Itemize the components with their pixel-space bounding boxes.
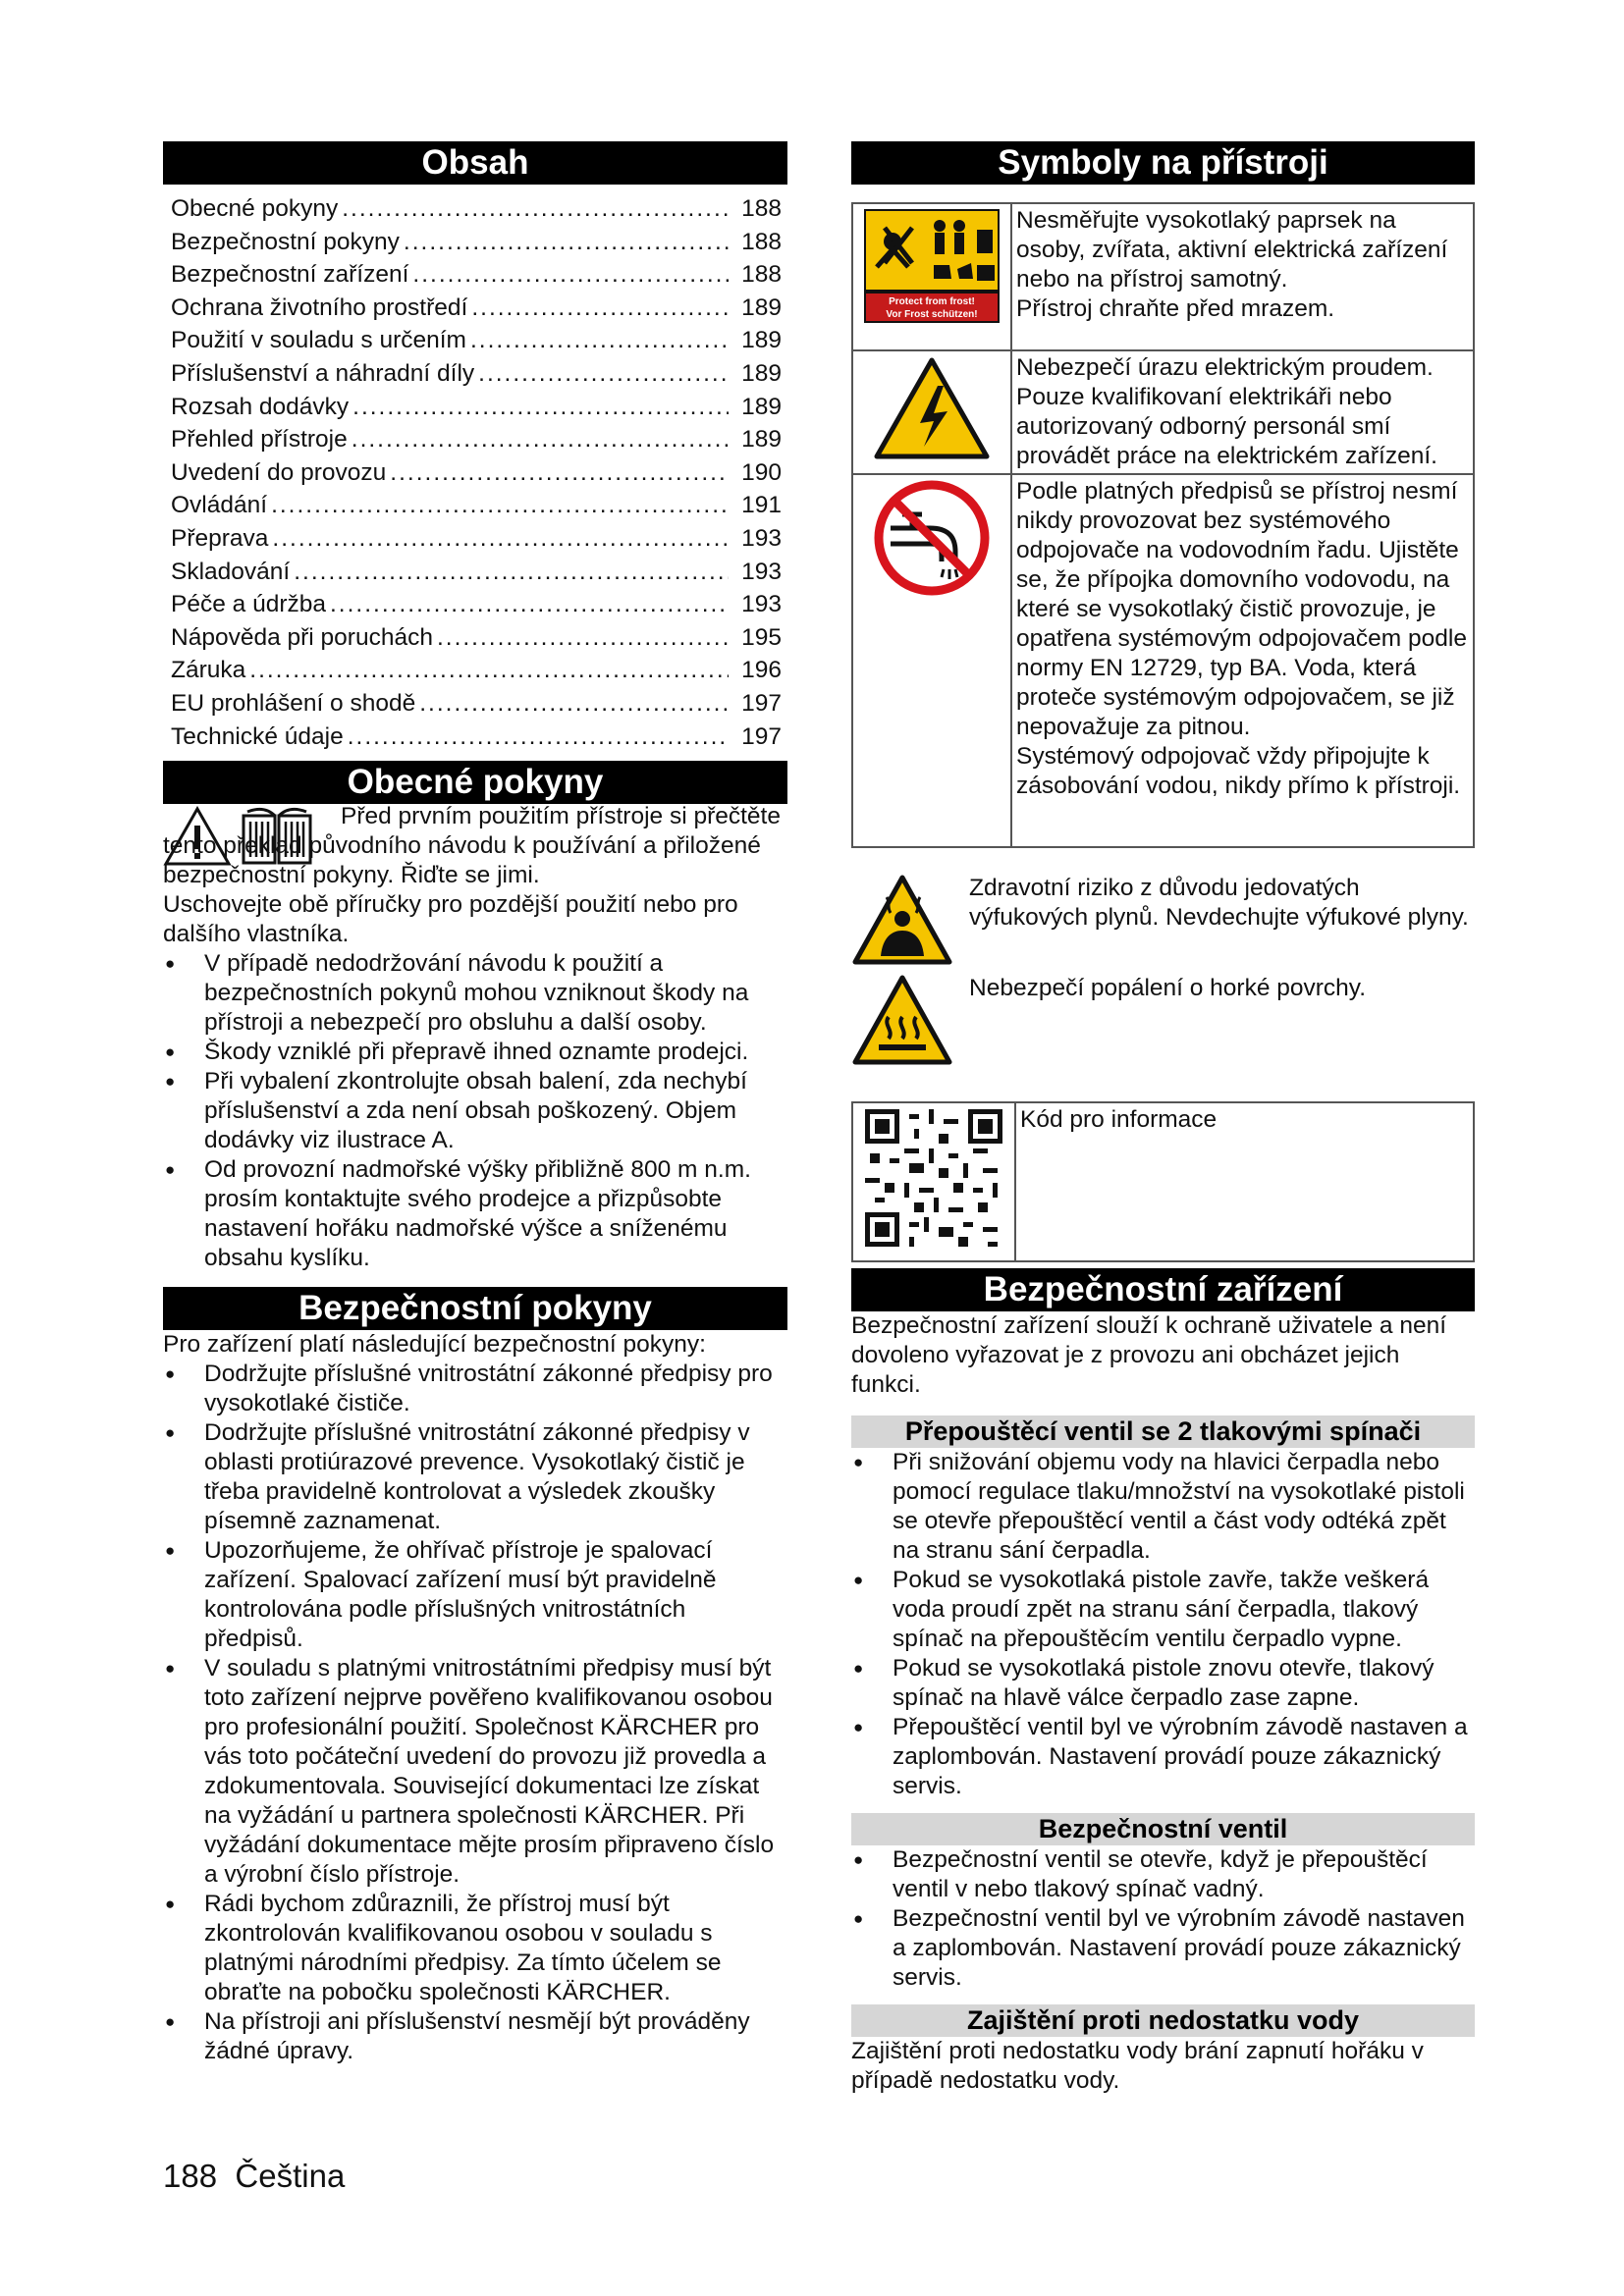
symbol-row-separator: [852, 474, 1474, 847]
list-item: ● Pokud se vysokotlaká pistole znovu otevře, tlakový spínač na hlavě válce čerpadlo zase zapne.: [851, 1654, 1475, 1713]
toc-item[interactable]: [163, 654, 787, 687]
toc-item-title: Ovládání: [171, 492, 268, 519]
toc-item[interactable]: [163, 292, 787, 325]
list-item: ● Škody vzniklé při přepravě ihned oznamte prodejci.: [163, 1038, 787, 1067]
symbol-electric-text: Nebezpečí úrazu elektrickým proudem. Pouze kvalifikovaní elektrikáři nebo autorizovaný odborný personál smí provádět práce na elektrickém zařízení.: [1016, 354, 1437, 469]
general-notes-list: [163, 949, 787, 1273]
qr-text-cell: [1015, 1102, 1474, 1261]
list-item: ● Dodržujte příslušné vnitrostátní zákonné předpisy pro vysokotlaké čističe.: [163, 1360, 787, 1418]
toc-leader: [271, 489, 729, 522]
toc-item-page: 197: [741, 689, 782, 717]
toc-leader: [471, 292, 729, 325]
toc-item-title: Bezpečnostní pokyny: [171, 228, 400, 255]
toc-leader: [478, 357, 729, 391]
toc-item[interactable]: [163, 621, 787, 655]
toc-heading: Obsah: [163, 141, 787, 185]
qr-text: Kód pro informace: [1020, 1106, 1218, 1133]
toc-leader: [272, 522, 729, 556]
toc-item-page: 193: [741, 524, 782, 552]
toc-item-page: 190: [741, 458, 782, 486]
list-item: ● Přepouštěcí ventil byl ve výrobním závodě nastaven a zaplombován. Nastavení provádí pouze zákaznický servis.: [851, 1713, 1475, 1801]
bypass-valve-heading: Přepouštěcí ventil se 2 tlakovými spínači: [851, 1415, 1475, 1448]
toc-item-page: 188: [741, 228, 782, 255]
toc-item[interactable]: [163, 721, 787, 754]
toc-item-page: 189: [741, 359, 782, 387]
no-direct-water-connection-icon: [873, 479, 991, 597]
qr-icon-cell: [852, 1102, 1015, 1261]
toc-item-page: 193: [741, 591, 782, 618]
toc-item-page: 189: [741, 393, 782, 420]
toc-item-title: Přeprava: [171, 524, 269, 552]
list-item: ● Dodržujte příslušné vnitrostátní zákonné předpisy v oblasti protiúrazové prevence. Vysokotlaký čistič je třeba pravidelně kontrolovat a výsledek zkoušky písemně zaznamenat.: [163, 1418, 787, 1536]
exhaust-warning: [851, 874, 1475, 974]
toc-leader: [404, 226, 729, 259]
list-item: ● V případě nedodržování návodu k použití a bezpečnostních pokynů mohou vzniknout škody na přístroji a nebezpečí pro obsluhu a další osoby.: [163, 949, 787, 1038]
toc-item-title: Nápověda při poruchách: [171, 623, 433, 651]
list-item: ● Pokud se vysokotlaká pistole zavře, takže veškerá voda proudí zpět na stranu sání čerpadla, tlakový spínač na přepouštěcím ventilu čerpadlo vypne.: [851, 1566, 1475, 1654]
symbol-frost-text: Přístroj chraňte před mrazem.: [1016, 295, 1335, 322]
toc-leader: [294, 556, 729, 589]
toc-leader: [419, 687, 729, 721]
sticker-text-en: Protect from frost!: [889, 296, 975, 307]
toc-item-title: Obecné pokyny: [171, 195, 339, 222]
toc-item-title: Záruka: [171, 657, 246, 684]
symbols-heading: Symboly na přístroji: [851, 141, 1475, 185]
page-footer: [163, 2157, 345, 2196]
symbol-separator-text: Podle platných předpisů se přístroj nesmí nikdy provozovat bez systémového odpojovače na vodovodním řadu. Ujistěte se, že přípojka domovního vodovodu, na které se vysokotlaký čistič provozuje, je opatřena systémovým odpojovačem podle normy EN 12729, typ BA. Voda, která proteče systémovým odpojovačem, se již nepovažuje za pitnou.: [1016, 478, 1467, 740]
toc-item[interactable]: [163, 489, 787, 522]
symbol-icon-cell: [852, 203, 1011, 350]
toc-item-page: 195: [741, 623, 782, 651]
safety-devices-heading: Bezpečnostní zařízení: [851, 1268, 1475, 1311]
toc-item-title: Příslušenství a náhradní díly: [171, 359, 475, 387]
toxic-exhaust-warning-icon: [851, 874, 953, 966]
symbol-icon-cell: [852, 350, 1011, 474]
safety-valve-list: [851, 1845, 1475, 1993]
toc-leader: [330, 588, 729, 621]
toc-leader: [348, 721, 729, 754]
hot-surface-text: Nebezpečí popálení o horké povrchy.: [969, 975, 1367, 1001]
toc-item[interactable]: [163, 391, 787, 424]
symbol-text-cell: [1011, 350, 1474, 474]
symbol-text-cell: [1011, 203, 1474, 350]
symbol-row-electric: [852, 350, 1474, 474]
toc-item-page: 189: [741, 327, 782, 354]
list-item: ● Upozorňujeme, že ohřívač přístroje je spalovací zařízení. Spalovací zařízení musí být pravidelně kontrolována podle příslušných vnitrostátních předpisů.: [163, 1536, 787, 1654]
toc-leader: [352, 391, 729, 424]
toc-item-title: Ochrana životního prostředí: [171, 294, 468, 321]
toc-item[interactable]: [163, 556, 787, 589]
toc-item-page: 189: [741, 294, 782, 321]
water-shortage-heading: Zajištění proti nedostatku vody: [851, 2004, 1475, 2037]
toc-item-page: 196: [741, 657, 782, 684]
toc-item-title: EU prohlášení o shodě: [171, 689, 416, 717]
toc-leader: [352, 423, 729, 456]
list-item: ● Rádi bychom zdůraznili, že přístroj musí být zkontrolován kvalifikovanou osobou v souladu s platnými národními předpisy. Za tímto účelem se obraťte na pobočku společnosti KÄRCHER.: [163, 1890, 787, 2007]
toc-item[interactable]: [163, 192, 787, 226]
qr-code-icon: [865, 1109, 1002, 1247]
qr-row: [852, 1102, 1474, 1261]
toc-item-title: Přehled přístroje: [171, 426, 348, 454]
left-column: [163, 141, 787, 2066]
water-shortage-text: Zajištění proti nedostatku vody brání zapnutí hořáku v případě nedostatku vody.: [851, 2038, 1424, 2094]
toc-item-title: Skladování: [171, 558, 291, 585]
right-column: [851, 141, 1475, 2096]
table-of-contents: [163, 192, 787, 753]
toc-leader: [470, 324, 729, 357]
toc-leader: [412, 258, 729, 292]
toc-item-title: Uvedení do provozu: [171, 458, 387, 486]
no-jet-at-people-sticker-icon: [863, 208, 1001, 324]
toc-item-page: 188: [741, 195, 782, 222]
toc-leader: [342, 192, 729, 226]
symbols-table: [851, 202, 1475, 848]
safety-notes-heading: Bezpečnostní pokyny: [163, 1287, 787, 1330]
toc-item-title: Péče a údržba: [171, 591, 326, 618]
toc-item[interactable]: [163, 423, 787, 456]
sticker-text-de: Vor Frost schützen!: [886, 309, 978, 320]
symbol-row-jet: [852, 203, 1474, 350]
symbol-icon-cell: [852, 474, 1011, 847]
list-item: ● V souladu s platnými vnitrostátními předpisy musí být toto zařízení nejprve pověřeno kvalifikovanou osobou pro profesionální použití. Společnost KÄRCHER pro vás toto počáteční uvedení do provozu již provedla a zdokumentovala. Související dokumentaci lze získat na vyžádání u partnera společnosti KÄRCHER. Při vyžádání dokumentace mějte prosím připraveno číslo a výrobní číslo přístroje.: [163, 1654, 787, 1890]
qr-table: [851, 1101, 1475, 1262]
general-keep-text: Uschovejte obě příručky pro pozdější použití nebo pro dalšího vlastníka.: [163, 891, 738, 948]
hot-surface-warning-icon: [851, 974, 953, 1066]
toc-leader: [437, 621, 729, 655]
toc-item-title: Technické údaje: [171, 722, 344, 750]
toc-item[interactable]: [163, 357, 787, 391]
toc-item[interactable]: [163, 588, 787, 621]
toc-item-page: 191: [741, 492, 782, 519]
safety-notes-intro: Pro zařízení platí následující bezpečnostní pokyny:: [163, 1331, 706, 1359]
toc-item-title: Rozsah dodávky: [171, 393, 350, 420]
exhaust-warning-text: Zdravotní riziko z důvodu jedovatých výfukových plynů. Nevdechujte výfukové plyny.: [969, 875, 1469, 931]
list-item: ● Na přístroji ani příslušenství nesmějí být prováděny žádné úpravy.: [163, 2007, 787, 2066]
toc-item[interactable]: [163, 456, 787, 490]
page-number: 188: [163, 2158, 218, 2194]
general-notes-heading: Obecné pokyny: [163, 761, 787, 804]
general-intro-text: Před prvním použitím přístroje si přečtěte tento překlad původního návodu k používání a přiložené bezpečnostní pokyny. Řiďte se jimi.: [163, 803, 781, 889]
list-item: ● Při snižování objemu vody na hlavici čerpadla nebo pomocí regulace tlaku/množství na vysokotlaké pistoli se otevře přepouštěcí ventil a část vody odtéká zpět na stranu sání čerpadla.: [851, 1448, 1475, 1566]
toc-item-page: 189: [741, 426, 782, 454]
footer-language: Čeština: [235, 2158, 346, 2194]
electric-shock-warning-icon: [873, 356, 991, 460]
toc-item[interactable]: [163, 226, 787, 259]
list-item: ● Od provozní nadmořské výšky přibližně 800 m n.m. prosím kontaktujte svého prodejce a přizpůsobte nastavení hořáku nadmořské výšce a sníženému obsahu kyslíku.: [163, 1155, 787, 1273]
toc-leader: [249, 654, 729, 687]
toc-item[interactable]: [163, 522, 787, 556]
toc-item[interactable]: [163, 324, 787, 357]
list-item: ● Při vybalení zkontrolujte obsah balení, zda nechybí příslušenství a zda není obsah poškozený. Objem dodávky viz ilustrace A.: [163, 1067, 787, 1155]
bypass-valve-list: [851, 1448, 1475, 1801]
toc-leader: [390, 456, 729, 490]
toc-item-page: 197: [741, 722, 782, 750]
toc-item-page: 188: [741, 261, 782, 289]
toc-item[interactable]: [163, 258, 787, 292]
symbol-jet-text: Nesměřujte vysokotlaký paprsek na osoby, zvířata, aktivní elektrická zařízení nebo na přístroj samotný.: [1016, 207, 1448, 293]
hot-surface-warning: [851, 974, 1475, 1074]
symbol-separator-text-2: Systémový odpojovač vždy připojujte k zásobování vodou, nikdy přímo k přístroji.: [1016, 743, 1461, 799]
safety-notes-list: [163, 1360, 787, 2066]
safety-devices-intro: Bezpečnostní zařízení slouží k ochraně uživatele a není dovoleno vyřazovat je z provozu ani obcházet jejich funkci.: [851, 1312, 1447, 1398]
list-item: ● Bezpečnostní ventil se otevře, když je přepouštěcí ventil v nebo tlakový spínač vadný.: [851, 1845, 1475, 1904]
symbol-text-cell: [1011, 474, 1474, 847]
toc-item[interactable]: [163, 687, 787, 721]
safety-valve-heading: Bezpečnostní ventil: [851, 1813, 1475, 1845]
toc-item-page: 193: [741, 558, 782, 585]
toc-item-title: Použití v souladu s určením: [171, 327, 466, 354]
toc-item-title: Bezpečnostní zařízení: [171, 261, 409, 289]
list-item: ● Bezpečnostní ventil byl ve výrobním závodě nastaven a zaplombován. Nastavení provádí pouze zákaznický servis.: [851, 1904, 1475, 1993]
